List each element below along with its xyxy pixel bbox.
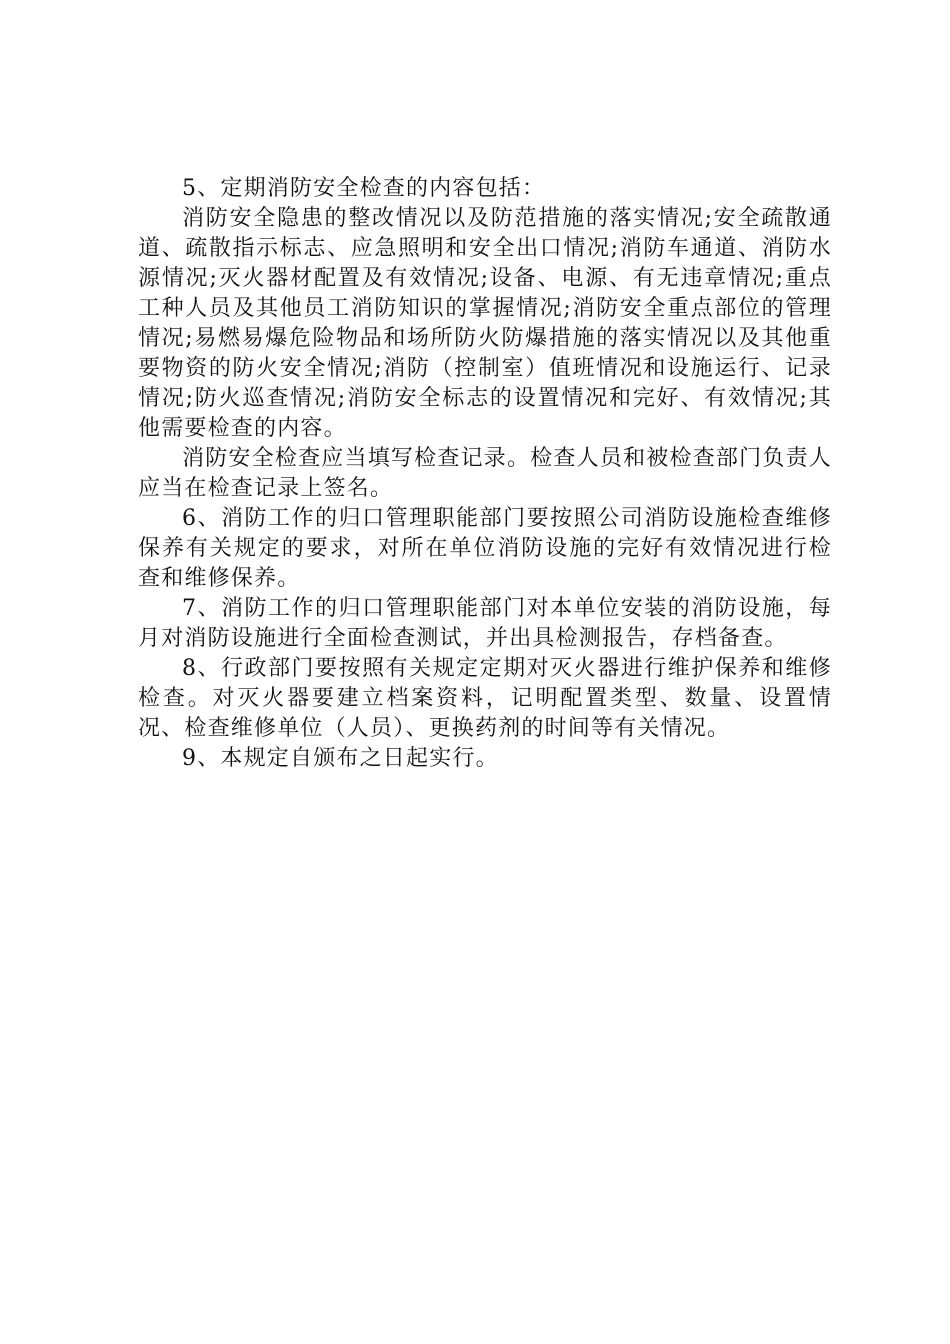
- paragraph-inspection-contents: 消防安全隐患的整改情况以及防范措施的落实情况;安全疏散通道、疏散指示标志、应急照明和安全出口情况;消防车通道、消防水源情况;灭火器材配置及有效情况;设备、电源、有无违章情况;重点工种人员及其他员工消防知识的掌握情况;消防安全重点部位的管理情况;易燃易爆危险物品和场所防火防爆措施的落实情况以及其他重要物资的防火安全情况;消防（控制室）值班情况和设施运行、记录情况;防火巡查情况;消防安全标志的设置情况和完好、有效情况;其他需要检查的内容。: [138, 206, 832, 441]
- paragraph-inspection-record: 消防安全检查应当填写检查记录。检查人员和被检查部门负责人应当在检查记录上签名。: [138, 446, 832, 501]
- paragraph-item-6: 6、消防工作的归口管理职能部门要按照公司消防设施检查维修保养有关规定的要求，对所在单位消防设施的完好有效情况进行检查和维修保养。: [138, 506, 832, 591]
- paragraph-item-9: 9、本规定自颁布之日起实行。: [182, 746, 499, 771]
- paragraph-item-5-heading: 5、定期消防安全检查的内容包括：: [182, 176, 546, 201]
- document-body: [138, 174, 832, 774]
- paragraph-item-7: 7、消防工作的归口管理职能部门对本单位安装的消防设施，每月对消防设施进行全面检查测试，并出具检测报告，存档备查。: [138, 596, 832, 651]
- paragraph-item-8: 8、行政部门要按照有关规定定期对灭火器进行维护保养和维修检查。对灭火器要建立档案资料，记明配置类型、数量、设置情况、检查维修单位（人员）、更换药剂的时间等有关情况。: [138, 656, 832, 741]
